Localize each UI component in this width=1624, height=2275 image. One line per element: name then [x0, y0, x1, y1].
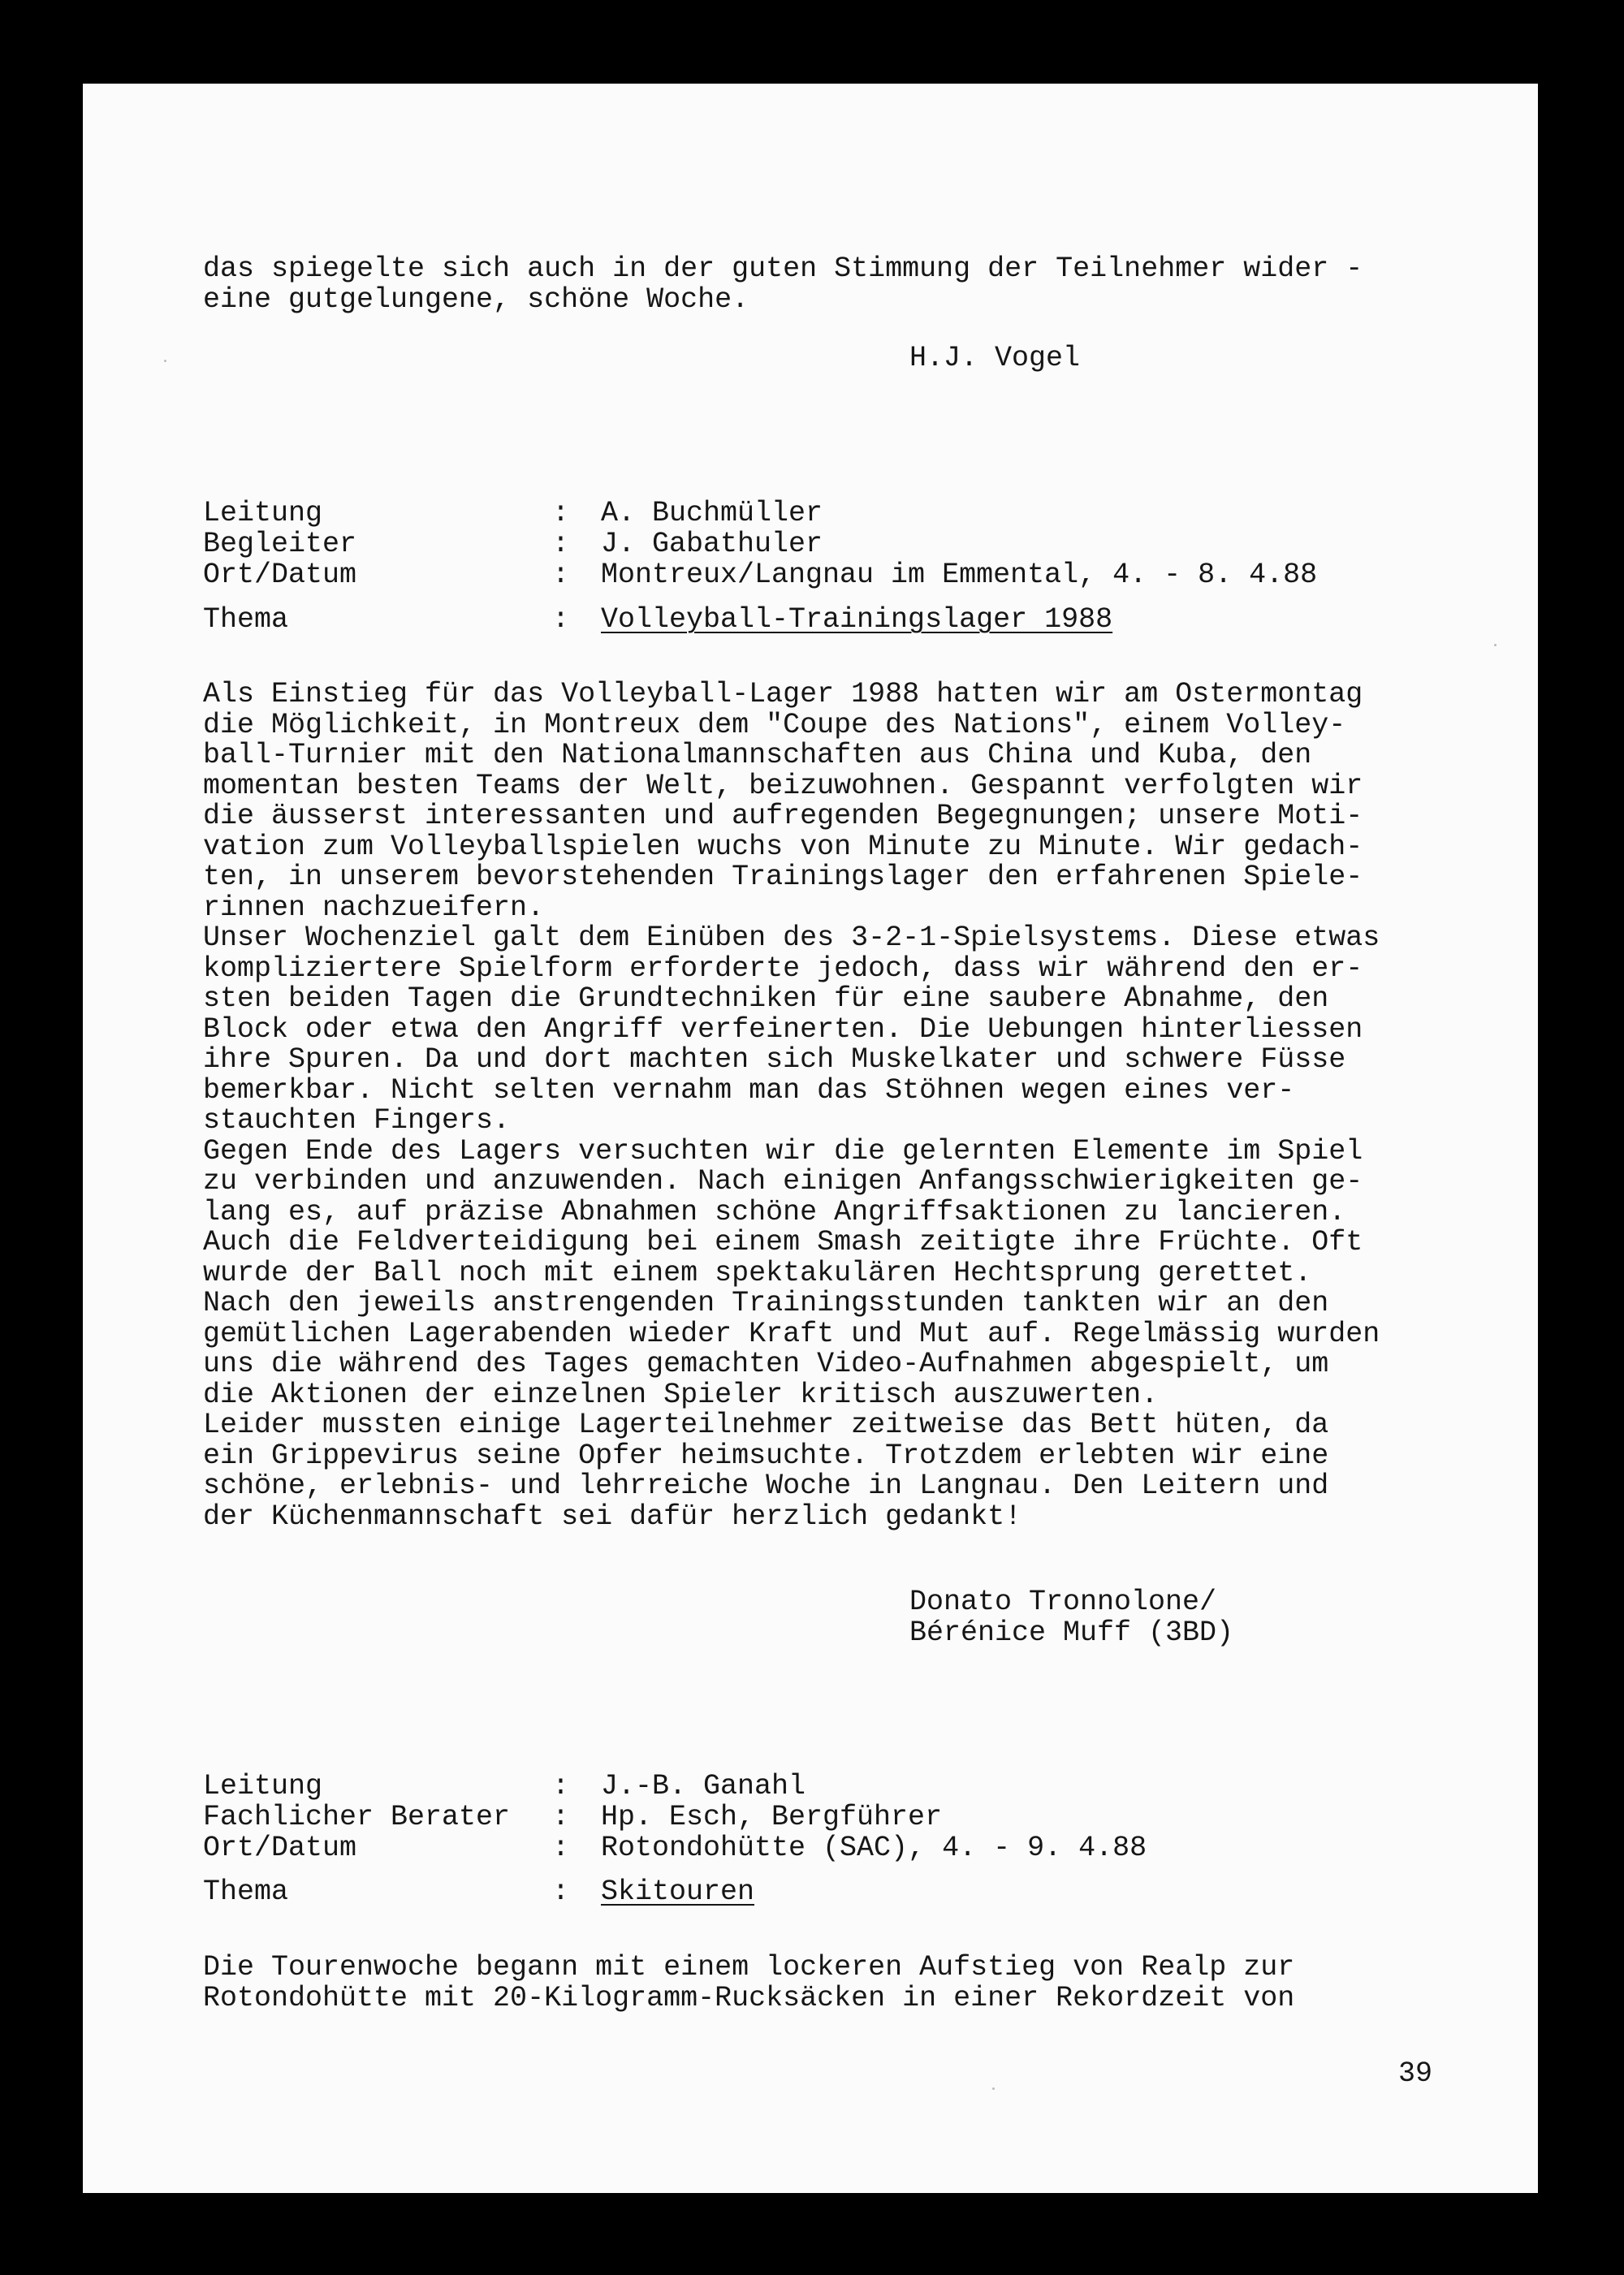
scan-speck	[992, 2087, 995, 2090]
intro-line: eine gutgelungene, schöne Woche.	[203, 283, 749, 316]
body-line: zu verbinden und anzuwenden. Nach einigen Anfangsschwierigkeiten ge-	[203, 1165, 1363, 1198]
meta-colon: :	[552, 1876, 570, 1908]
body-line: momentan besten Teams der Welt, beizuwohnen. Gespannt verfolgten wir	[203, 769, 1363, 802]
author-signature: Bérénice Muff (3BD)	[909, 1617, 1234, 1649]
scan-speck	[164, 360, 166, 362]
article-body	[203, 680, 1380, 1532]
meta-colon: :	[552, 1832, 570, 1864]
scan-speck	[1494, 644, 1497, 646]
body-line: der Küchenmannschaft sei dafür herzlich gedankt!	[203, 1500, 1022, 1533]
body-line: schöne, erlebnis- und lehrreiche Woche in Langnau. Den Leitern und	[203, 1470, 1329, 1502]
body-line: Leider mussten einige Lagerteilnehmer zeitweise das Bett hüten, da	[203, 1409, 1329, 1441]
body-line: lang es, auf präzise Abnahmen schöne Angriffsaktionen zu lancieren.	[203, 1195, 1346, 1228]
body-line: sten beiden Tagen die Grundtechniken für eine saubere Abnahme, den	[203, 982, 1329, 1015]
thema-title: Volleyball-Trainingslager 1988	[601, 603, 1113, 636]
author-signature: Donato Tronnolone/	[909, 1586, 1217, 1618]
body-line: ball-Turnier mit den Nationalmannschaften aus China und Kuba, den	[203, 739, 1312, 771]
body-line: wurde der Ball noch mit einem spektakulären Hechtsprung gerettet.	[203, 1256, 1312, 1289]
meta-colon: :	[552, 603, 570, 636]
meta-colon: :	[552, 1801, 570, 1833]
meta-label: Begleiter	[203, 528, 357, 560]
intro-line: das spiegelte sich auch in der guten Stimmung der Teilnehmer wider -	[203, 253, 1363, 285]
body-line: Gegen Ende des Lagers versuchten wir die gelernten Elemente im Spiel	[203, 1134, 1363, 1168]
meta-colon: :	[552, 497, 570, 529]
meta-label: Leitung	[203, 497, 323, 529]
intro-signature: H.J. Vogel	[909, 342, 1081, 374]
body-line: bemerkbar. Nicht selten vernahm man das Stöhnen wegen eines ver-	[203, 1073, 1295, 1107]
body-line: Die Tourenwoche begann mit einem lockeren Aufstieg von Realp zur	[203, 1951, 1295, 1984]
meta-value: A. Buchmüller	[601, 497, 823, 529]
body-line: die Aktionen der einzelnen Spieler kritisch auszuwerten.	[203, 1378, 1159, 1411]
body-line: uns die während des Tages gemachten Video-Aufnahmen abgespielt, um	[203, 1348, 1329, 1380]
meta-colon: :	[552, 1770, 570, 1802]
body-line: rinnen nachzueifern.	[203, 891, 545, 924]
body-line: Rotondohütte mit 20-Kilogramm-Rucksäcken in einer Rekordzeit von	[203, 1982, 1295, 2014]
meta-value: Rotondohütte (SAC), 4. - 9. 4.88	[601, 1832, 1147, 1864]
meta-value: J. Gabathuler	[601, 528, 823, 560]
body-line: die Möglichkeit, in Montreux dem "Coupe des Nations", einem Volley-	[203, 708, 1346, 741]
body-line: gemütlichen Lagerabenden wieder Kraft und Mut auf. Regelmässig wurden	[203, 1317, 1380, 1350]
body-line: stauchten Fingers.	[203, 1104, 511, 1137]
thema-label: Thema	[203, 603, 289, 636]
body-line: Als Einstieg für das Volleyball-Lager 1988 hatten wir am Ostermontag	[203, 678, 1363, 710]
meta-label: Ort/Datum	[203, 1832, 357, 1864]
body-line: Auch die Feldverteidigung bei einem Smash zeitigte ihre Früchte. Oft	[203, 1226, 1363, 1258]
body-line: ihre Spuren. Da und dort machten sich Muskelkater und schwere Füsse	[203, 1043, 1346, 1076]
page-number: 39	[1398, 2057, 1433, 2090]
body-line: kompliziertere Spielform erforderte jedoch, dass wir während den er-	[203, 952, 1363, 985]
body-line: Unser Wochenziel galt dem Einüben des 3-2-1-Spielsystems. Diese etwas	[203, 922, 1380, 954]
document-page	[83, 84, 1538, 2193]
body-line: vation zum Volleyballspielen wuchs von Minute zu Minute. Wir gedach-	[203, 830, 1363, 863]
body-line: die äusserst interessanten und aufregenden Begegnungen; unsere Moti-	[203, 800, 1363, 832]
meta-label: Leitung	[203, 1770, 323, 1802]
body-line: ten, in unserem bevorstehenden Trainingslager den erfahrenen Spiele-	[203, 861, 1363, 893]
meta-value: J.-B. Ganahl	[601, 1770, 806, 1802]
thema-label: Thema	[203, 1876, 289, 1908]
meta-label: Ort/Datum	[203, 559, 357, 591]
meta-value: Montreux/Langnau im Emmental, 4. - 8. 4.88	[601, 559, 1318, 591]
body-line: Block oder etwa den Angriff verfeinerten. Die Uebungen hinterliessen	[203, 1012, 1363, 1046]
meta-colon: :	[552, 528, 570, 560]
meta-value: Hp. Esch, Bergführer	[601, 1801, 943, 1833]
body-line: ein Grippevirus seine Opfer heimsuchte. Trotzdem erlebten wir eine	[203, 1439, 1329, 1472]
meta-colon: :	[552, 559, 570, 591]
thema-title: Skitouren	[601, 1876, 755, 1908]
body-line: Nach den jeweils anstrengenden Trainingsstunden tankten wir an den	[203, 1287, 1329, 1319]
meta-label: Fachlicher Berater	[203, 1801, 511, 1833]
